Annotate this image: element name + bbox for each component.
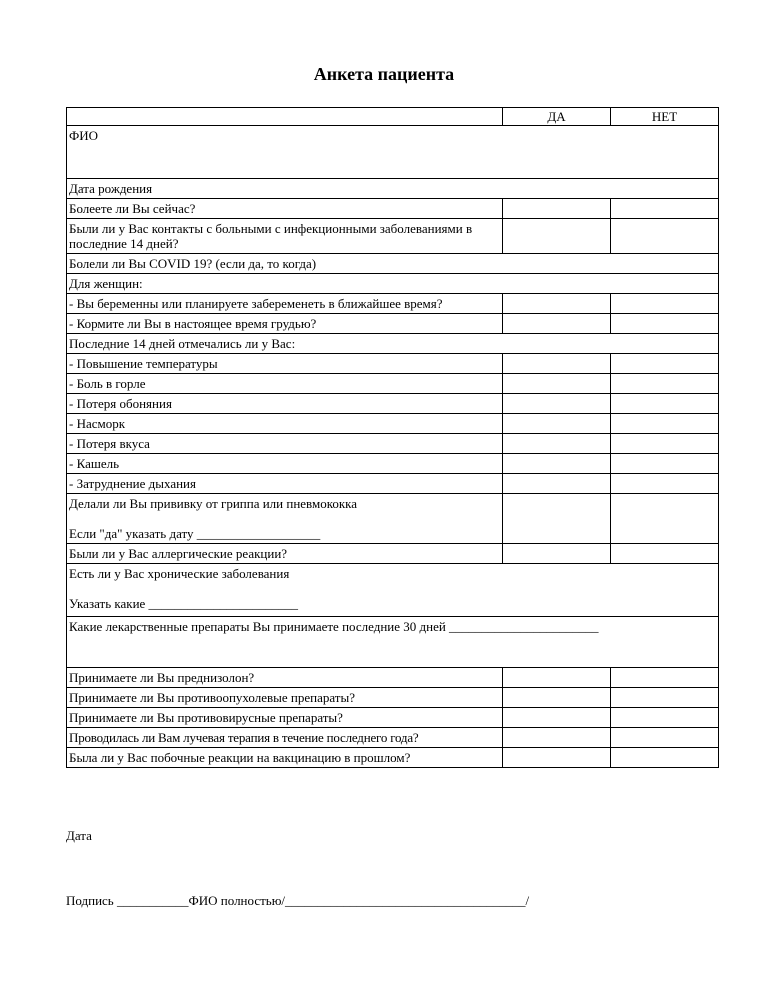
drugs-field[interactable] [67,617,719,668]
question-label: Принимаете ли Вы преднизолон? [67,668,503,688]
answer-no-cell[interactable] [611,394,719,414]
answer-yes-cell[interactable] [503,294,611,314]
row-covid [67,254,719,274]
answer-yes-cell[interactable] [503,454,611,474]
question-label: Были ли у Вас контакты с больными с инфекционными заболеваниями в последние 14 дней? [67,219,503,254]
row-allergy [67,544,719,564]
question-label: Есть ли у Вас хронические заболевания [69,566,290,581]
answer-no-cell[interactable] [611,314,719,334]
row-runny [67,414,719,434]
header-yes: ДА [503,108,611,126]
covid-field[interactable] [67,254,719,274]
question-label: Делали ли Вы прививку от гриппа или пневмококка [69,496,358,511]
fio-field[interactable] [67,126,719,179]
question-label: - Кашель [67,454,503,474]
answer-yes-cell[interactable] [503,708,611,728]
vaccine-question [67,494,503,544]
row-women [67,274,719,294]
row-taste [67,434,719,454]
answer-no-cell[interactable] [611,708,719,728]
answer-yes-cell[interactable] [503,494,611,544]
answer-no-cell[interactable] [611,219,719,254]
row-fio [67,126,719,179]
question-label: - Боль в горле [67,374,503,394]
answer-no-cell[interactable] [611,454,719,474]
question-label: Болели ли Вы COVID 19? (если да, то когда) [69,256,317,271]
question-label: Была ли у Вас побочные реакции на вакцинацию в прошлом? [67,748,503,768]
answer-yes-cell[interactable] [503,354,611,374]
section-label: Последние 14 дней отмечались ли у Вас: [67,334,719,354]
answer-no-cell[interactable] [611,374,719,394]
question-label: - Затруднение дыхания [67,474,503,494]
row-smell [67,394,719,414]
row-fever [67,354,719,374]
answer-yes-cell[interactable] [503,668,611,688]
section-label: Для женщин: [67,274,719,294]
question-label: Какие лекарственные препараты Вы принимаете последние 30 дней _______________________ [69,619,599,634]
signature-line[interactable]: Подпись ___________ФИО полностью/_____________________________________/ [66,893,530,908]
row-pregnant [67,294,719,314]
row-sick-now [67,199,719,219]
row-vaccine [67,494,719,544]
chronic-field[interactable] [67,564,719,617]
answer-yes-cell[interactable] [503,474,611,494]
answer-yes-cell[interactable] [503,199,611,219]
answer-no-cell[interactable] [611,668,719,688]
question-label: - Вы беременны или планируете забеременеть в ближайшее время? [67,294,503,314]
row-side-effects [67,748,719,768]
question-label: Принимаете ли Вы противовирусные препараты? [67,708,503,728]
answer-no-cell[interactable] [611,544,719,564]
answer-no-cell[interactable] [611,434,719,454]
question-label: - Потеря обоняния [67,394,503,414]
answer-no-cell[interactable] [611,294,719,314]
question-label: Принимаете ли Вы противоопухолевые препараты? [67,688,503,708]
vaccine-date-line[interactable]: Если "да" указать дату ___________________ [69,526,321,541]
answer-yes-cell[interactable] [503,394,611,414]
answer-no-cell[interactable] [611,494,719,544]
answer-yes-cell[interactable] [503,728,611,748]
row-drugs [67,617,719,668]
table-header-row [67,108,719,126]
answer-yes-cell[interactable] [503,414,611,434]
answer-yes-cell[interactable] [503,688,611,708]
header-no: НЕТ [611,108,719,126]
answer-yes-cell[interactable] [503,748,611,768]
row-throat [67,374,719,394]
row-birth [67,179,719,199]
answer-yes-cell[interactable] [503,434,611,454]
answer-yes-cell[interactable] [503,314,611,334]
answer-no-cell[interactable] [611,199,719,219]
answer-no-cell[interactable] [611,748,719,768]
answer-yes-cell[interactable] [503,374,611,394]
answer-no-cell[interactable] [611,354,719,374]
answer-no-cell[interactable] [611,474,719,494]
row-breath [67,474,719,494]
row-contacts [67,219,719,254]
header-empty-cell [67,108,503,126]
row-cough [67,454,719,474]
question-label: Проводилась ли Вам лучевая терапия в течение последнего года? [67,728,503,748]
question-label: Были ли у Вас аллергические реакции? [67,544,503,564]
chronic-which-line[interactable]: Указать какие _______________________ [69,596,299,611]
question-label: - Повышение температуры [67,354,503,374]
date-label: Дата [66,828,92,843]
answer-yes-cell[interactable] [503,219,611,254]
question-label: Болеете ли Вы сейчас? [67,199,503,219]
row-antiviral [67,708,719,728]
row-chronic [67,564,719,617]
birth-date-label: Дата рождения [69,181,153,196]
row-radiation [67,728,719,748]
question-label: - Потеря вкуса [67,434,503,454]
fio-label: ФИО [69,128,99,143]
question-label: - Кормите ли Вы в настоящее время грудью? [67,314,503,334]
questionnaire-table [66,107,719,768]
row-last14 [67,334,719,354]
row-prednisolone [67,668,719,688]
row-breastfeed [67,314,719,334]
answer-yes-cell[interactable] [503,544,611,564]
birth-date-field[interactable] [67,179,719,199]
answer-no-cell[interactable] [611,728,719,748]
page-title: Анкета пациента [313,64,455,84]
answer-no-cell[interactable] [611,414,719,434]
answer-no-cell[interactable] [611,688,719,708]
row-antitumor [67,688,719,708]
question-label: - Насморк [67,414,503,434]
